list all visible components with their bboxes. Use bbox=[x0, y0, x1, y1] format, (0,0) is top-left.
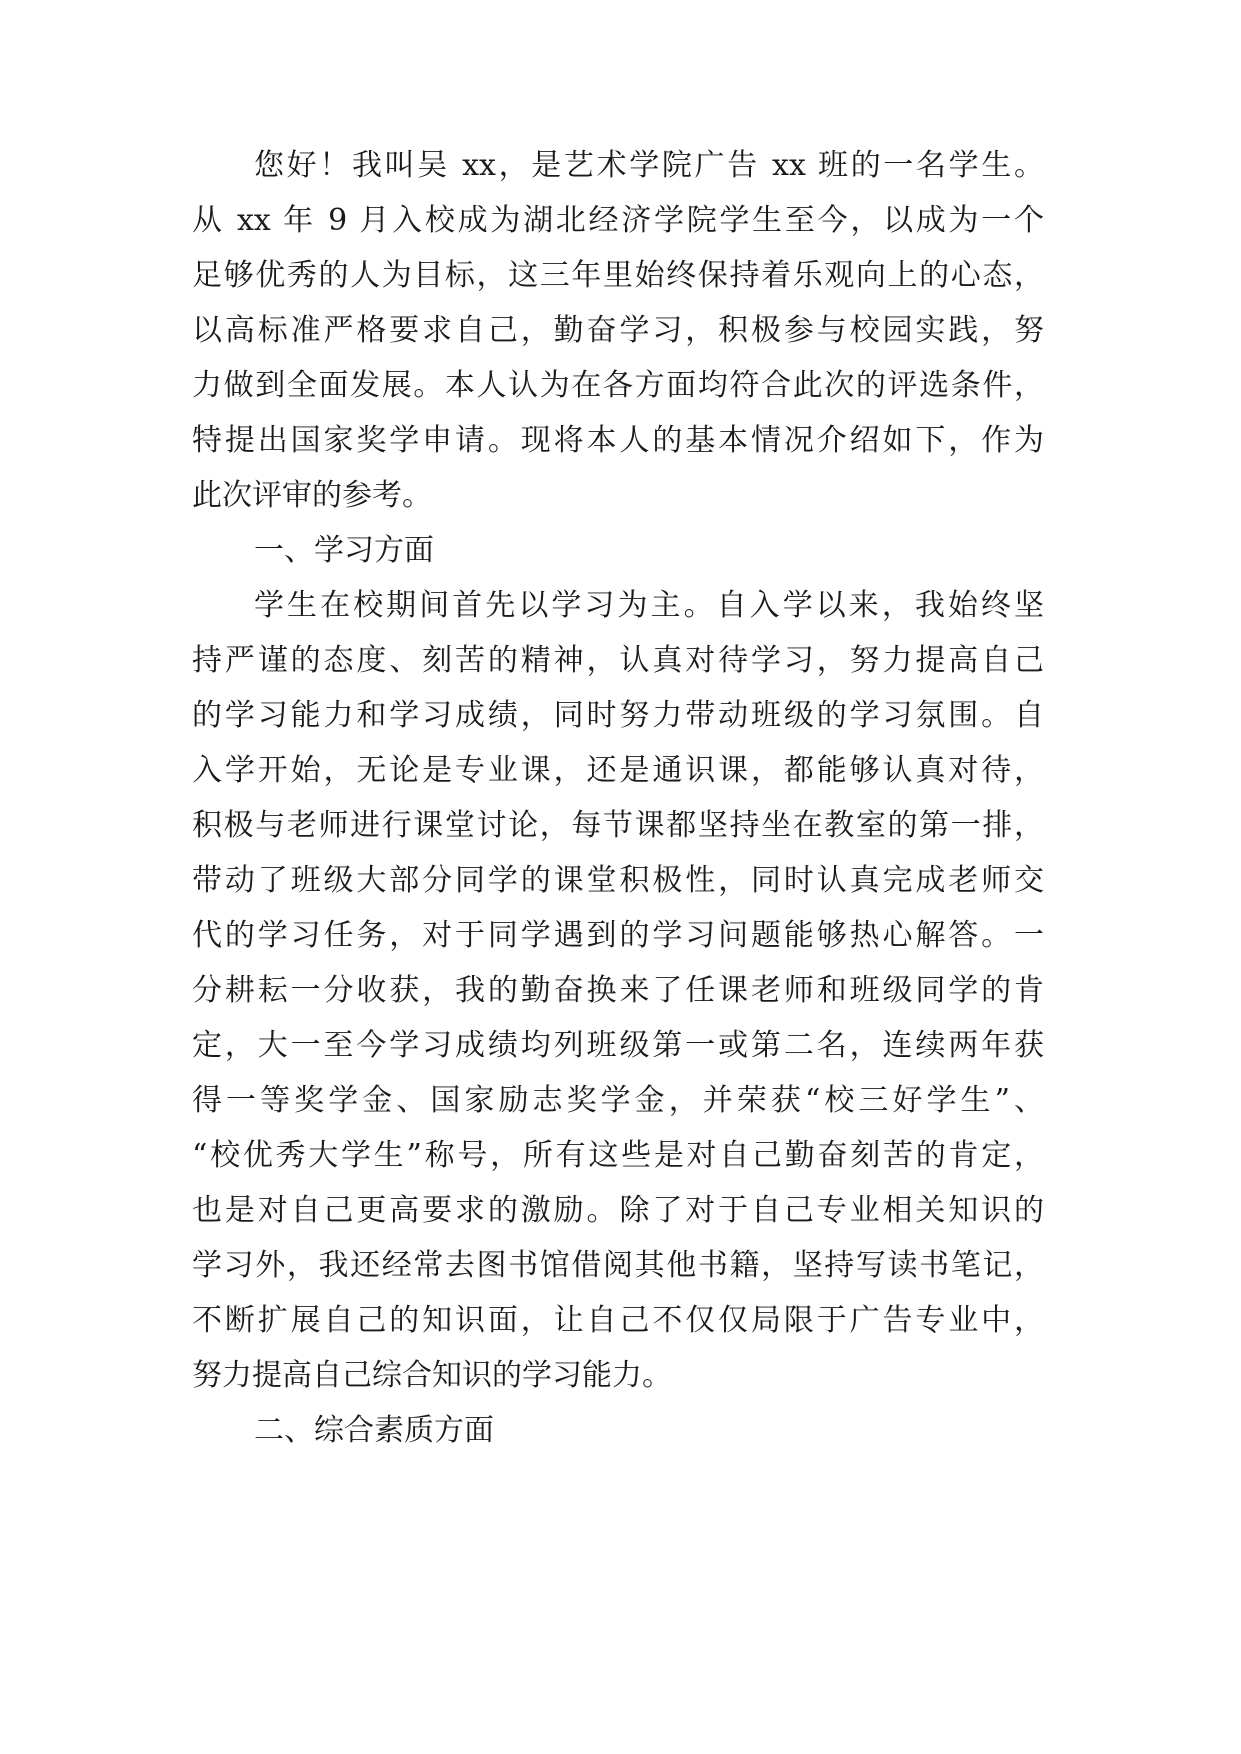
paragraph-line: 学生在校期间首先以学习为主。自入学以来，我始终坚 bbox=[254, 588, 1044, 623]
paragraph-line: 代的学习任务，对于同学遇到的学习问题能够热心解答。一 bbox=[192, 918, 1044, 953]
paragraph-line: 以高标准严格要求自己，勤奋学习，积极参与校园实践，努 bbox=[192, 313, 1044, 348]
paragraph-line: 得一等奖学金、国家励志奖学金，并荣获“校三好学生”、 bbox=[192, 1083, 1044, 1118]
paragraph-line: 定，大一至今学习成绩均列班级第一或第二名，连续两年获 bbox=[192, 1028, 1044, 1063]
section-heading: 一、学习方面 bbox=[254, 533, 434, 568]
paragraph-line: 积极与老师进行课堂讨论，每节课都坚持坐在教室的第一排， bbox=[192, 808, 1044, 843]
paragraph-line: 带动了班级大部分同学的课堂积极性，同时认真完成老师交 bbox=[192, 863, 1044, 898]
paragraph-line: 特提出国家奖学申请。现将本人的基本情况介绍如下，作为 bbox=[192, 423, 1044, 458]
paragraph-line: 从 xx 年 9 月入校成为湖北经济学院学生至今，以成为一个 bbox=[192, 203, 1044, 238]
paragraph-line: 不断扩展自己的知识面，让自己不仅仅局限于广告专业中， bbox=[192, 1303, 1044, 1338]
paragraph-line: 努力提高自己综合知识的学习能力。 bbox=[192, 1358, 672, 1393]
paragraph-line: 您好！我叫吴 xx，是艺术学院广告 xx 班的一名学生。 bbox=[254, 148, 1044, 183]
paragraph-line: 也是对自己更高要求的激励。除了对于自己专业相关知识的 bbox=[192, 1193, 1044, 1228]
paragraph-line: 力做到全面发展。本人认为在各方面均符合此次的评选条件， bbox=[192, 368, 1044, 403]
paragraph-line: 入学开始，无论是专业课，还是通识课，都能够认真对待， bbox=[192, 753, 1044, 788]
paragraph-line: 学习外，我还经常去图书馆借阅其他书籍，坚持写读书笔记， bbox=[192, 1248, 1044, 1283]
paragraph-line: 足够优秀的人为目标，这三年里始终保持着乐观向上的心态， bbox=[192, 258, 1044, 293]
section-heading: 二、综合素质方面 bbox=[254, 1413, 494, 1448]
paragraph-line: 的学习能力和学习成绩，同时努力带动班级的学习氛围。自 bbox=[192, 698, 1044, 733]
paragraph-line: 此次评审的参考。 bbox=[192, 478, 432, 513]
paragraph-line: 分耕耘一分收获，我的勤奋换来了任课老师和班级同学的肯 bbox=[192, 973, 1044, 1008]
paragraph-line: 持严谨的态度、刻苦的精神，认真对待学习，努力提高自己 bbox=[192, 643, 1044, 678]
paragraph-line: “校优秀大学生”称号，所有这些是对自己勤奋刻苦的肯定， bbox=[192, 1138, 1044, 1173]
